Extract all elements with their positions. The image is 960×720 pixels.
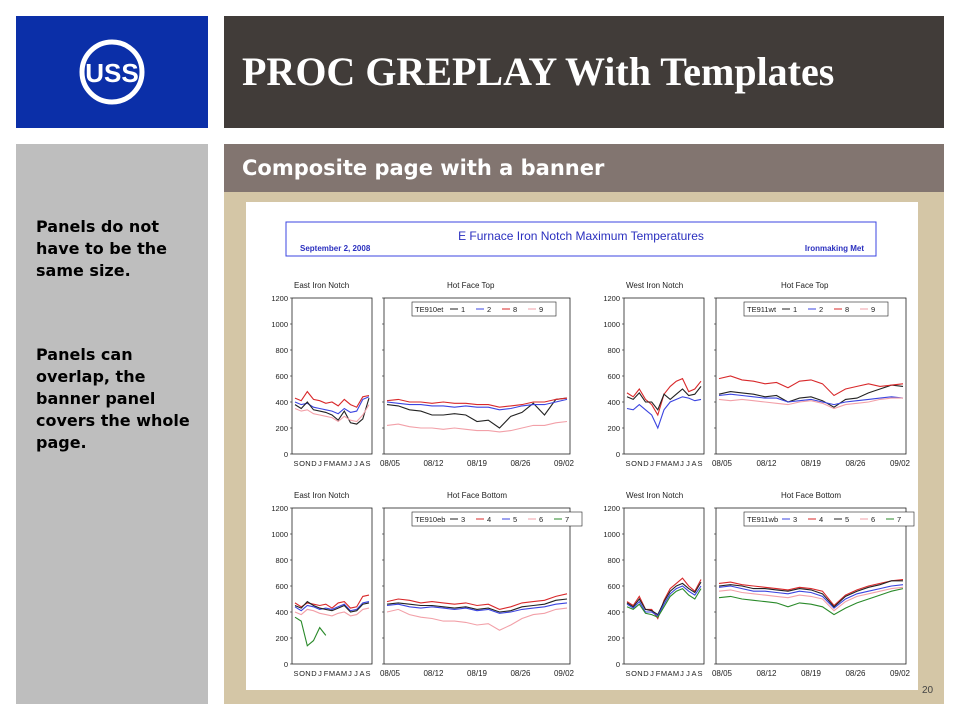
x-tick-label: M (672, 669, 680, 678)
x-tick-label: O (631, 459, 637, 468)
panel-title: East Iron Notch (294, 491, 350, 500)
y-tick-label: 0 (615, 450, 620, 459)
x-tick-label: N (305, 459, 311, 468)
x-tick-label: 09/02 (553, 459, 575, 468)
x-tick-label: 09/02 (889, 669, 911, 678)
banner-org: Ironmaking Met (804, 244, 864, 253)
report-image (246, 202, 918, 690)
x-tick-label: D (643, 459, 649, 468)
legend-label: 9 (871, 305, 876, 314)
y-tick-label: 800 (607, 556, 620, 565)
legend-label: 8 (513, 305, 518, 314)
y-tick-label: 600 (607, 372, 620, 381)
notes-panel (16, 144, 208, 704)
x-tick-label: M (660, 669, 668, 678)
x-tick-label: N (305, 669, 311, 678)
logo-box (16, 16, 208, 128)
y-tick-label: 1200 (271, 294, 288, 303)
legend-label: 4 (819, 515, 824, 524)
y-tick-label: 400 (607, 608, 620, 617)
y-tick-label: 800 (275, 346, 288, 355)
x-tick-label: N (637, 669, 643, 678)
plot-frame (292, 298, 372, 454)
x-tick-label: A (667, 669, 673, 678)
y-tick-label: 200 (275, 424, 288, 433)
x-tick-label: N (637, 459, 643, 468)
plot-frame (716, 508, 906, 664)
x-tick-label: 08/19 (800, 669, 822, 678)
plot-frame (716, 298, 906, 454)
y-tick-label: 1200 (271, 504, 288, 513)
series-line (719, 376, 903, 396)
panel-title: Hot Face Top (781, 281, 829, 290)
x-tick-label: J (686, 669, 690, 678)
y-tick-label: 800 (275, 556, 288, 565)
x-tick-label: J (686, 459, 690, 468)
legend-label: 2 (487, 305, 492, 314)
legend-label: 1 (461, 305, 466, 314)
title-bar (224, 16, 944, 128)
legend-tag: TE910eb (415, 515, 446, 524)
y-tick-label: 0 (615, 660, 620, 669)
x-tick-label: 08/19 (800, 459, 822, 468)
x-tick-label: J (650, 459, 654, 468)
legend-label: 4 (487, 515, 492, 524)
x-tick-label: A (691, 669, 697, 678)
slide-title: PROC GREPLAY With Templates (242, 49, 835, 94)
legend-tag: TE910et (415, 305, 444, 314)
panel-title: East Iron Notch (294, 281, 350, 290)
y-tick-label: 1000 (603, 530, 620, 539)
x-tick-label: 08/12 (756, 459, 777, 468)
plot-frame (292, 508, 372, 664)
report-chart (246, 202, 918, 690)
x-tick-label: 08/19 (466, 669, 488, 678)
x-tick-label: D (311, 669, 317, 678)
y-tick-label: 600 (275, 582, 288, 591)
x-tick-label: D (311, 459, 317, 468)
x-tick-label: S (625, 669, 631, 678)
x-tick-label: S (697, 669, 703, 678)
legend-label: 6 (539, 515, 544, 524)
x-tick-label: 08/12 (423, 669, 444, 678)
y-tick-label: 200 (275, 634, 288, 643)
series-line (295, 617, 326, 646)
legend-label: 8 (845, 305, 850, 314)
x-tick-label: 08/19 (466, 459, 488, 468)
series-line (627, 578, 701, 618)
x-tick-label: A (335, 669, 341, 678)
panel-title: Hot Face Bottom (447, 491, 508, 500)
y-tick-label: 400 (275, 398, 288, 407)
series-line (295, 405, 369, 422)
x-tick-label: F (655, 669, 661, 678)
panel-title: Hot Face Bottom (781, 491, 842, 500)
x-tick-label: 08/26 (845, 459, 866, 468)
x-tick-label: O (299, 459, 305, 468)
x-tick-label: J (680, 459, 684, 468)
x-tick-label: 08/05 (379, 669, 401, 678)
x-tick-label: M (328, 459, 336, 468)
y-tick-label: 800 (607, 346, 620, 355)
y-tick-label: 0 (283, 660, 288, 669)
panel-title: Hot Face Top (447, 281, 495, 290)
y-tick-label: 1000 (271, 530, 288, 539)
x-tick-label: 08/05 (711, 669, 733, 678)
x-tick-label: 08/05 (711, 459, 733, 468)
series-line (295, 392, 369, 408)
x-tick-label: 08/26 (510, 459, 531, 468)
x-tick-label: O (631, 669, 637, 678)
x-tick-label: A (691, 459, 697, 468)
x-tick-label: S (293, 459, 299, 468)
note-2: Panels can overlap, the banner panel covers the whole page. (36, 345, 190, 452)
x-tick-label: J (348, 669, 352, 678)
subtitle-bar (224, 144, 944, 192)
x-tick-label: D (643, 669, 649, 678)
page-number: 20 (922, 685, 934, 696)
legend-tag: TE911wb (747, 515, 779, 524)
plot-frame (624, 298, 704, 454)
x-tick-label: A (359, 459, 365, 468)
legend-label: 5 (513, 515, 518, 524)
legend-tag: TE911wt (747, 305, 777, 314)
x-tick-label: 08/26 (845, 669, 866, 678)
legend-label: 3 (461, 515, 466, 524)
plot-frame (384, 508, 570, 664)
panel-title: West Iron Notch (626, 491, 684, 500)
x-tick-label: 08/12 (756, 669, 777, 678)
x-tick-label: J (348, 459, 352, 468)
x-tick-label: M (340, 459, 348, 468)
logo-text: USS (85, 58, 139, 88)
series-line (387, 398, 567, 407)
y-tick-label: 1200 (603, 294, 620, 303)
plot-frame (624, 508, 704, 664)
series-line (387, 422, 567, 432)
x-tick-label: J (318, 669, 322, 678)
panel-title: West Iron Notch (626, 281, 684, 290)
x-tick-label: S (365, 669, 371, 678)
x-tick-label: J (354, 669, 358, 678)
y-tick-label: 1000 (603, 320, 620, 329)
legend-label: 7 (897, 515, 902, 524)
x-tick-label: M (660, 459, 668, 468)
slide-subtitle: Composite page with a banner (242, 156, 605, 180)
x-tick-label: S (625, 459, 631, 468)
x-tick-label: J (354, 459, 358, 468)
x-tick-label: O (299, 669, 305, 678)
x-tick-label: 08/12 (423, 459, 444, 468)
y-tick-label: 400 (275, 608, 288, 617)
x-tick-label: J (650, 669, 654, 678)
legend-label: 6 (871, 515, 876, 524)
series-line (627, 397, 701, 428)
y-tick-label: 200 (607, 634, 620, 643)
legend-label: 1 (793, 305, 798, 314)
x-tick-label: M (672, 459, 680, 468)
y-tick-label: 0 (283, 450, 288, 459)
x-tick-label: F (323, 669, 329, 678)
x-tick-label: 08/26 (510, 669, 531, 678)
legend-label: 7 (565, 515, 570, 524)
series-line (387, 608, 567, 630)
x-tick-label: J (318, 459, 322, 468)
x-tick-label: A (335, 459, 341, 468)
x-tick-label: A (359, 669, 365, 678)
y-tick-label: 1200 (603, 504, 620, 513)
legend-label: 9 (539, 305, 544, 314)
y-tick-label: 400 (607, 398, 620, 407)
legend-label: 5 (845, 515, 850, 524)
x-tick-label: A (667, 459, 673, 468)
y-tick-label: 600 (607, 582, 620, 591)
y-tick-label: 200 (607, 424, 620, 433)
x-tick-label: S (293, 669, 299, 678)
x-tick-label: M (340, 669, 348, 678)
legend-label: 2 (819, 305, 824, 314)
legend-label: 3 (793, 515, 798, 524)
x-tick-label: F (655, 459, 661, 468)
x-tick-label: F (323, 459, 329, 468)
uss-logo-icon (16, 16, 208, 128)
x-tick-label: S (365, 459, 371, 468)
banner-title: E Furnace Iron Notch Maximum Temperatures (458, 229, 704, 243)
y-tick-label: 1000 (271, 320, 288, 329)
x-tick-label: M (328, 669, 336, 678)
y-tick-label: 600 (275, 372, 288, 381)
x-tick-label: 08/05 (379, 459, 401, 468)
x-tick-label: 09/02 (553, 669, 575, 678)
note-1: Panels do not have to be the same size. (36, 217, 168, 280)
x-tick-label: J (680, 669, 684, 678)
banner-date: September 2, 2008 (300, 244, 371, 253)
series-line (387, 398, 567, 428)
x-tick-label: 09/02 (889, 459, 911, 468)
x-tick-label: S (697, 459, 703, 468)
